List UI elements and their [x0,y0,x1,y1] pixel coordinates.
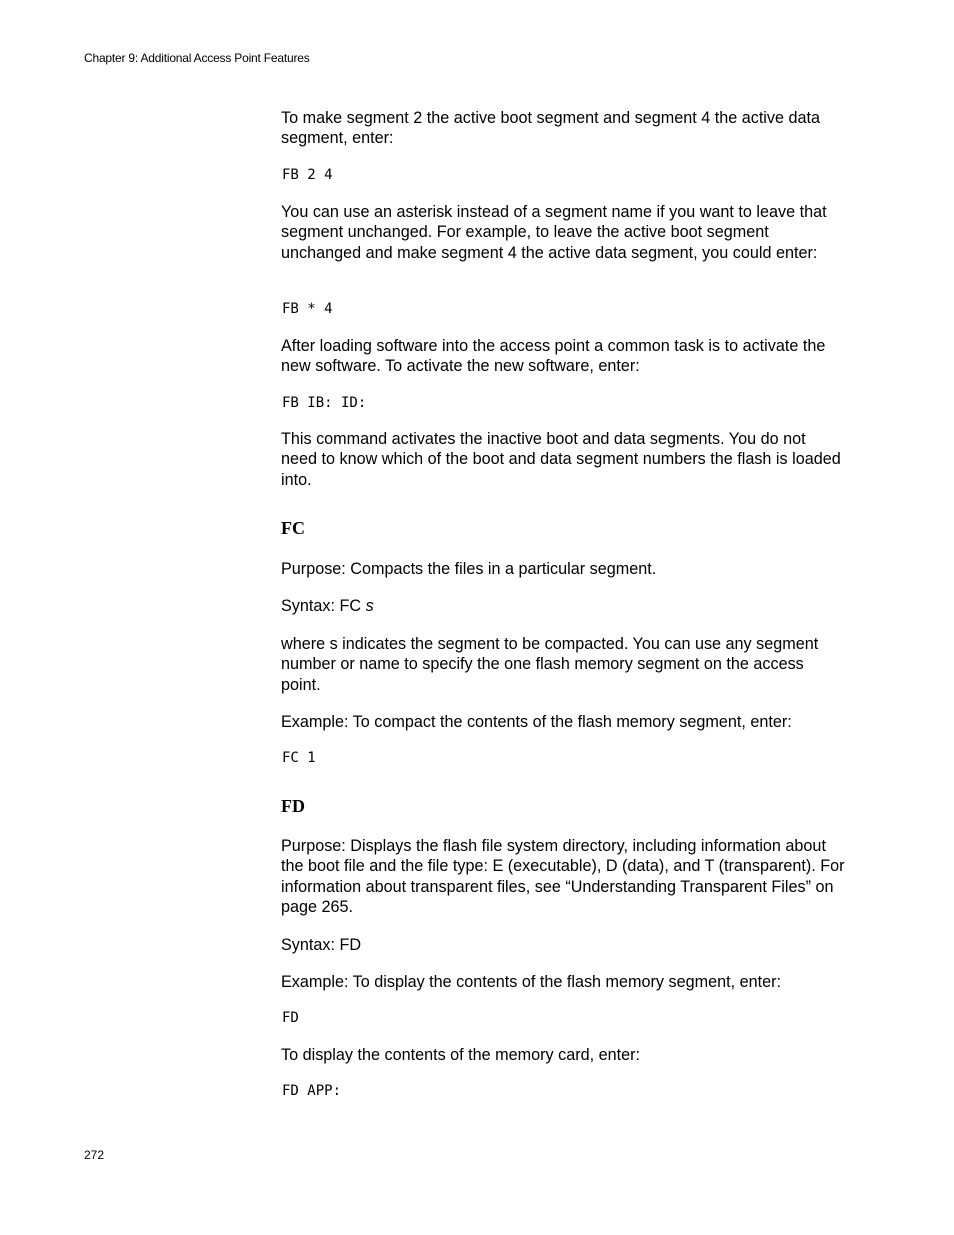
code-fb-2-4: FB 2 4 [282,167,333,183]
paragraph-activate-software: After loading software into the access point a common task is to activate the new software. To activate the new software, enter: [281,337,826,376]
fd-memory-card: To display the contents of the memory card, enter: [281,1046,641,1064]
paragraph-inactive-segments: This command activates the inactive boot and data segments. You do not need to know which of the boot and data segment numbers the flash is loaded into. [281,430,841,489]
paragraph-segment-example: To make segment 2 the active boot segment and segment 4 the active data segment, enter: [281,109,821,148]
heading-fc: FC [281,518,305,538]
chapter-header: Chapter 9: Additional Access Point Features [84,51,310,65]
fc-syntax-param: s [365,597,374,615]
code-fb-asterisk: FB * 4 [282,301,333,317]
code-fb-ib-id: FB IB: ID: [282,395,367,411]
fc-example: Example: To compact the contents of the flash memory segment, enter: [281,713,792,731]
fd-example: Example: To display the contents of the flash memory segment, enter: [281,973,781,991]
fc-syntax-label: Syntax: FC [281,597,366,615]
paragraph-asterisk: You can use an asterisk instead of a segment name if you want to leave that segment unchanged. For example, to leave the active boot segment unchanged and make segment 4 the active data segment, you could enter: [281,203,827,262]
fd-purpose: Purpose: Displays the flash file system directory, including information about the boot file and the file type: E (executable), D (data), and T (transparent). For information about transparent files, see “Understanding Transparent Files” on page 265. [281,837,845,917]
fc-where: where s indicates the segment to be compacted. You can use any segment number or name to specify the one flash memory segment on the access point. [281,635,819,694]
heading-fd: FD [281,796,305,816]
code-fd-app: FD APP: [282,1083,342,1099]
fc-purpose: Purpose: Compacts the files in a particular segment. [281,560,657,578]
code-fc-1: FC 1 [282,750,316,766]
fc-syntax [281,596,846,616]
fd-syntax: Syntax: FD [281,936,362,954]
code-fd: FD [282,1010,299,1026]
page-number: 272 [84,1148,105,1162]
